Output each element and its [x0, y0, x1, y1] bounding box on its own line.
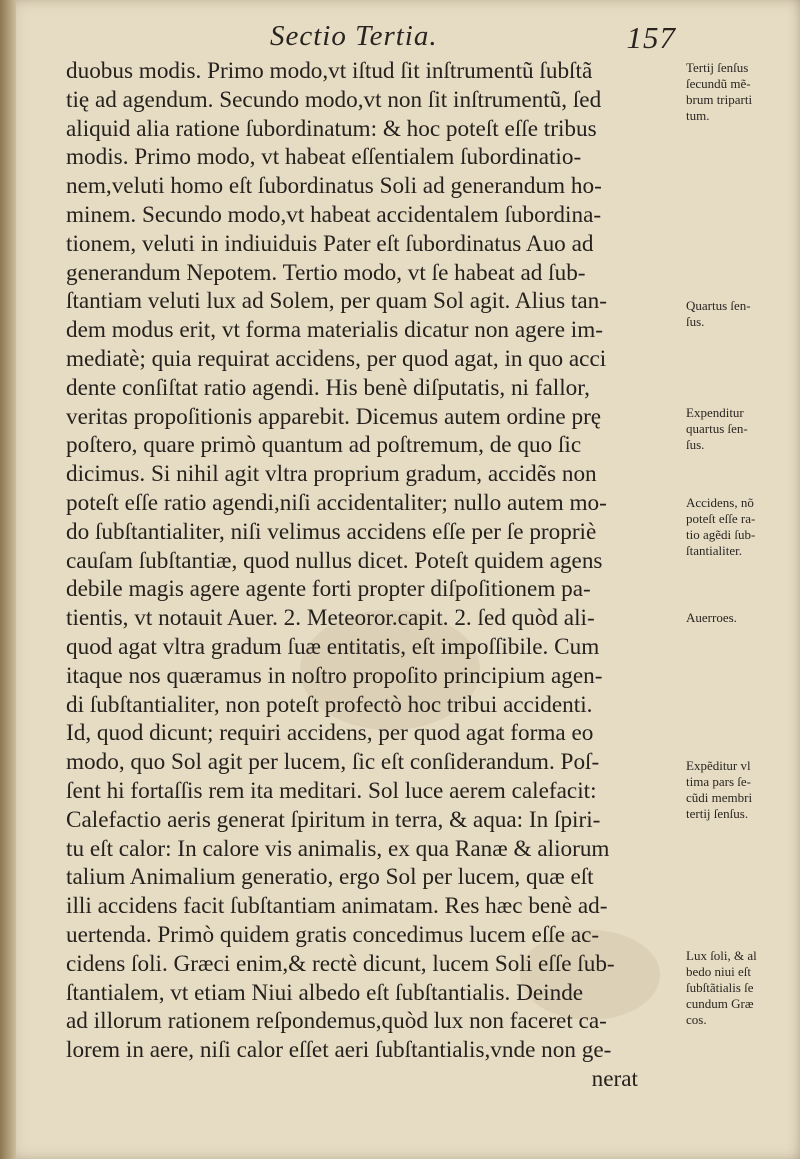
- margin-note: [686, 60, 792, 124]
- margin-note-line: tima pars ſe-: [686, 774, 751, 789]
- section-title: Sectio Tertia.: [270, 20, 438, 52]
- margin-note-line: tio agẽdi ſub-: [686, 527, 756, 542]
- text-line: ad illorum rationem reſpondemus,quòd lux non faceret ca-: [66, 1008, 607, 1035]
- margin-note-line: Expẽditur vl: [686, 758, 751, 773]
- text-line: minem. Secundo modo,vt habeat accidentalem ſubordina-: [66, 201, 602, 228]
- text-line: modis. Primo modo, vt habeat eſſentialem ſubordinatio-: [66, 144, 582, 171]
- text-line: poteſt eſſe ratio agendi,niſi accidentaliter; nullo autem mo-: [66, 489, 607, 516]
- text-line: uertenda. Primò quidem gratis concedimus lucem eſſe ac-: [66, 921, 600, 948]
- text-line: veritas propoſitionis apparebit. Dicemus autem ordine prę: [66, 403, 602, 430]
- margin-note-line: bedo niui eſt: [686, 964, 751, 979]
- margin-note-line: Lux ſoli, & al: [686, 948, 757, 963]
- margin-note-line: poteſt eſſe ra-: [686, 511, 756, 526]
- margin-note-line: ſtantialiter.: [686, 543, 742, 558]
- text-line: nem,veluti homo eſt ſubordinatus Soli ad generandum ho-: [66, 173, 602, 200]
- margin-note: [686, 758, 792, 822]
- margin-note-line: Accidens, nõ: [686, 495, 754, 510]
- text-line: dente conſiſtat ratio agendi. His benè diſputatis, ni fallor,: [66, 374, 590, 401]
- text-line: do ſubſtantialiter, niſi velimus accidens eſſe per ſe propriè: [66, 518, 597, 545]
- margin-note: [686, 495, 792, 559]
- text-line: mediatè; quia requirat accidens, per quod agat, in quo acci: [66, 345, 607, 372]
- margin-note-line: cos.: [686, 1012, 707, 1027]
- text-line: ſtantialem, vt etiam Niui albedo eſt ſubſtantialis. Deinde: [66, 979, 584, 1006]
- margin-note-line: ſubſtãtialis ſe: [686, 980, 754, 995]
- text-line: talium Animalium generatio, ergo Sol per lucem, quæ eſt: [66, 864, 594, 891]
- page-number: 157: [626, 20, 676, 55]
- margin-note-line: ſecundũ mẽ-: [686, 76, 751, 91]
- text-line: Calefactio aeris generat ſpiritum in terra, & aqua: In ſpiri-: [66, 806, 601, 833]
- text-line: Id, quod dicunt; requiri accidens, per quod agat forma eo: [66, 720, 594, 747]
- margin-note: [686, 948, 792, 1028]
- margin-note-line: Tertij ſenſus: [686, 60, 749, 75]
- margin-note: [686, 610, 792, 626]
- text-line: cidens ſoli. Græci enim,& rectè dicunt, lucem Soli eſſe ſub-: [66, 950, 615, 977]
- text-line: generandum Nepotem. Tertio modo, vt ſe habeat ad ſub-: [66, 259, 586, 286]
- margin-note-line: cundum Græ: [686, 996, 754, 1011]
- main-text-column: [66, 57, 676, 1094]
- margin-note: [686, 298, 792, 330]
- text-line: poſtero, quare primò quantum ad poſtremum, de quo ſic: [66, 432, 582, 459]
- margin-note-line: brum triparti: [686, 92, 753, 107]
- text-line: di ſubſtantialiter, non poteſt profectò hoc tribui accidenti.: [66, 691, 593, 718]
- text-line: debile magis agere agente forti propter diſpoſitionem pa-: [66, 576, 591, 603]
- text-line: modo, quo Sol agit per lucem, ſic eſt conſiderandum. Poſ-: [66, 749, 600, 776]
- margin-note-line: ſus.: [686, 437, 705, 452]
- text-line: aliquid alia ratione ſubordinatum: & hoc poteſt eſſe tribus: [66, 115, 597, 142]
- text-line: tu eſt calor: In calore vis animalis, ex qua Ranæ & aliorum: [66, 835, 610, 862]
- text-line: itaque nos quæramus in noſtro propoſito principium agen-: [66, 662, 603, 689]
- catchword: nerat: [591, 1065, 638, 1092]
- text-line: illi accidens facit ſubſtantiam animatam. Res hæc benè ad-: [66, 893, 608, 920]
- margin-note-line: Expenditur: [686, 405, 744, 420]
- text-line: lorem in aere, niſi calor eſſet aeri ſubſtantialis,vnde non ge-: [66, 1037, 612, 1064]
- text-line: dem modus erit, vt forma materialis dicatur non agere im-: [66, 317, 604, 344]
- margin-note: [686, 405, 792, 453]
- margin-note-line: quartus ſen-: [686, 421, 748, 436]
- text-line: cauſam ſubſtantiæ, quod nullus dicet. Poteſt quidem agens: [66, 547, 603, 574]
- margin-note-line: cũdi membri: [686, 790, 753, 805]
- margin-note-line: Quartus ſen-: [686, 298, 751, 313]
- margin-note-line: tum.: [686, 108, 710, 123]
- margin-note-line: tertij ſenſus.: [686, 806, 749, 821]
- text-line: quod agat vltra gradum ſuæ entitatis, eſt impoſſibile. Cum: [66, 633, 600, 660]
- page-gutter: [0, 0, 16, 1159]
- text-line: tientis, vt notauit Auer. 2. Meteoror.capit. 2. ſed quòd ali-: [66, 605, 595, 632]
- margin-note-line: Auerroes.: [686, 610, 737, 625]
- text-line: ſtantiam veluti lux ad Solem, per quam Sol agit. Alius tan-: [66, 288, 607, 315]
- margin-note-line: ſus.: [686, 314, 705, 329]
- text-line: dicimus. Si nihil agit vltra proprium gradum, accidẽs non: [66, 461, 597, 488]
- text-line: tionem, veluti in indiuiduis Pater eſt ſubordinatus Auo ad: [66, 230, 594, 257]
- text-line: tię ad agendum. Secundo modo,vt non ſit inſtrumentũ, ſed: [66, 86, 602, 113]
- text-line: duobus modis. Primo modo,vt iſtud ſit inſtrumentũ ſubſtã: [66, 58, 593, 84]
- text-line: ſent hi fortaſſis rem ita meditari. Sol luce aerem calefacit:: [66, 777, 597, 804]
- running-header: [270, 20, 680, 60]
